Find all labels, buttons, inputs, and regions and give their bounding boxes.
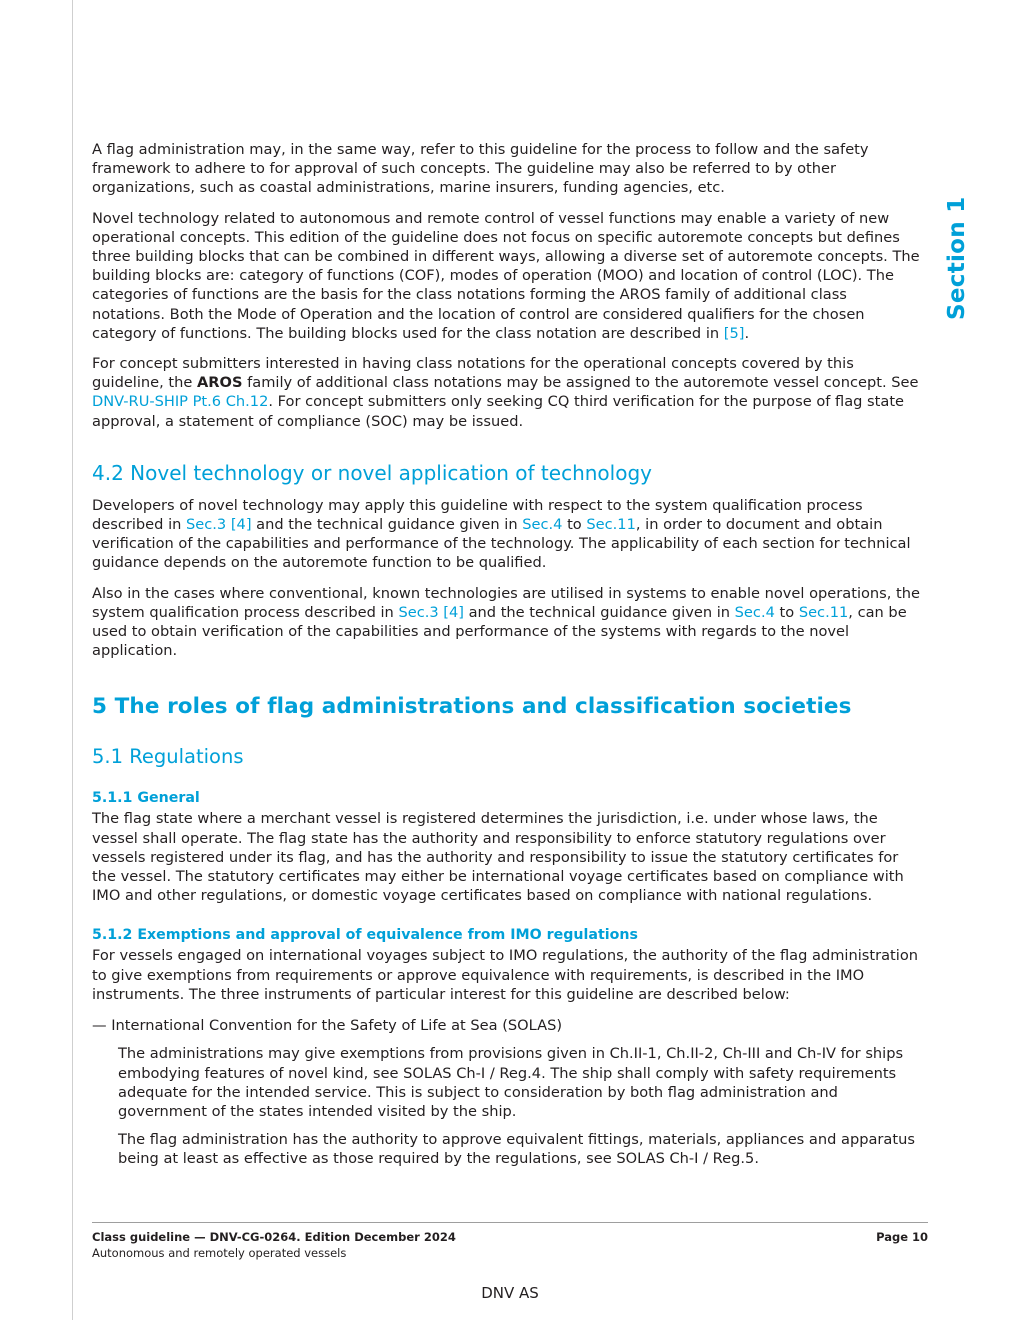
heading-5-1-2: 5.1.2 Exemptions and approval of equivalence from IMO regulations bbox=[92, 927, 638, 944]
s42-p2-c: to bbox=[774, 603, 799, 621]
s42-p1-a: Developers of novel technology may apply this guideline with respect to the system qualification process described in bbox=[92, 496, 863, 534]
s42-p2-d: , can be used to obtain verification of the capabilities and performance of the systems with regards to the novel application. bbox=[92, 603, 907, 660]
heading-5-1: 5.1 Regulations bbox=[92, 745, 244, 769]
section-4-2-paragraph-2 bbox=[92, 584, 924, 661]
s42-p1-b: and the technical guidance given in bbox=[251, 516, 523, 534]
section-4-2-paragraph-1 bbox=[92, 496, 924, 573]
footer-subtitle: Autonomous and remotely operated vessels bbox=[92, 1246, 347, 1260]
list-item-solas: — International Convention for the Safety of Life at Sea (SOLAS) bbox=[92, 1017, 563, 1035]
reference-link-5[interactable]: [5] bbox=[723, 324, 745, 342]
heading-5-1-1: 5.1.1 General bbox=[92, 790, 200, 807]
left-margin-rule bbox=[72, 0, 73, 1320]
paragraph-3-text-c: . For concept submitters only seeking CQ third verification for the purpose of flag state approval, a statement of compliance (SOC) may be issued. bbox=[92, 393, 905, 430]
paragraph-3-text-b: family of additional class notations may be assigned to the autoremote vessel concept. See bbox=[242, 374, 919, 392]
footer-company-name: DNV AS bbox=[481, 1284, 539, 1302]
solas-exemptions-paragraph: The administrations may give exemptions from provisions given in Ch.II-1, Ch.II-2, Ch-III and Ch-IV for ships embodying features of novel kind, see SOLAS Ch-I / Reg.4. The ship shall comply with safety requirements adequate for the intended service. This is subject to consideration by both flag administration and government of the states intended visited by the ship. bbox=[118, 1045, 904, 1120]
page-content bbox=[92, 140, 924, 1169]
section-tab-label: Section 1 bbox=[944, 196, 970, 320]
s42-p2-b: and the technical guidance given in bbox=[463, 603, 735, 621]
reference-link-sec4-b[interactable]: Sec.4 bbox=[734, 603, 775, 621]
heading-5: 5 The roles of flag administrations and classification societies bbox=[92, 694, 852, 720]
intro-paragraph-1: A flag administration may, in the same way, refer to this guideline for the process to follow and the safety framework to adhere to for approval of such concepts. The guideline may also be referred to by other organizations, such as coastal administrations, marine insurers, funding agencies, etc. bbox=[92, 141, 869, 197]
heading-4-2: 4.2 Novel technology or novel application of technology bbox=[92, 460, 652, 485]
section-5-1-1-text: The flag state where a merchant vessel is registered determines the jurisdiction, i.e. under whose laws, the vessel shall operate. The flag state has the authority and responsibility to enforce statutory regulations over vessels registered under its flag, and has the authority and responsibility to issue the statutory certificates for the vessel. The statutory certificates may either be international voyage certificates based on compliance with IMO and other regulations, or domestic voyage certificates based on compliance with national regulations. bbox=[92, 810, 904, 905]
section-5-1-2-text: For vessels engaged on international voyages subject to IMO regulations, the authority of the flag administration to give exemptions from requirements or approve equivalence with requirements, is described in the IMO instruments. The three instruments of particular interest for this guideline are described below: bbox=[92, 947, 919, 1003]
s42-p2-a: Also in the cases where conventional, known technologies are utilised in systems to enable novel operations, the system qualification process described in bbox=[92, 584, 921, 621]
solas-equivalence-paragraph: The flag administration has the authority to approve equivalent fittings, materials, appliances and apparatus being at least as effective as those required by the regulations, see SOLAS Ch-I / Reg.5. bbox=[118, 1131, 915, 1168]
reference-link-sec4[interactable]: Sec.4 bbox=[522, 516, 563, 534]
paragraph-2-text-b: . bbox=[744, 324, 750, 342]
footer-row bbox=[92, 1230, 928, 1244]
paragraph-2-text-a: Novel technology related to autonomous and remote control of vessel functions may enable a variety of new operational concepts. This edition of the guideline does not focus on specific autoremote concepts but defines three building blocks that can be combined in different ways, allowing a diverse set of autoremote concepts. The building blocks are: category of functions (COF), modes of operation (MOO) and location of control (LOC). The categories of functions are the basis for the class notations forming the AROS family of additional class notations. Both the Mode of Operation and the location of control are considered qualifiers for the chosen category of functions. The building blocks used for the class notation are described in bbox=[92, 209, 920, 342]
paragraph-3-text-a: For concept submitters interested in having class notations for the operational concepts covered by this guideline, the bbox=[92, 355, 854, 392]
s42-p1-c: to bbox=[562, 516, 587, 534]
footer-divider bbox=[92, 1222, 928, 1223]
footer-page-number: Page 10 bbox=[876, 1230, 928, 1244]
aros-term: AROS bbox=[197, 374, 243, 392]
intro-paragraph-3 bbox=[92, 354, 924, 431]
reference-link-sec3-4-b[interactable]: Sec.3 [4] bbox=[398, 603, 464, 621]
s42-p1-d: , in order to document and obtain verification of the capabilities and performance of the technology. The applicability of each section for technical guidance depends on the autoremote function to be qualified. bbox=[92, 516, 911, 572]
footer-document-title: Class guideline — DNV-CG-0264. Edition December 2024 bbox=[92, 1230, 456, 1244]
reference-link-sec11[interactable]: Sec.11 bbox=[586, 516, 636, 534]
reference-link-dnv-ru-ship[interactable]: DNV-RU-SHIP Pt.6 Ch.12 bbox=[92, 393, 269, 411]
page-footer bbox=[92, 1222, 928, 1260]
reference-link-sec11-b[interactable]: Sec.11 bbox=[798, 603, 849, 621]
reference-link-sec3-4[interactable]: Sec.3 [4] bbox=[186, 516, 252, 534]
intro-paragraph-2 bbox=[92, 209, 924, 343]
